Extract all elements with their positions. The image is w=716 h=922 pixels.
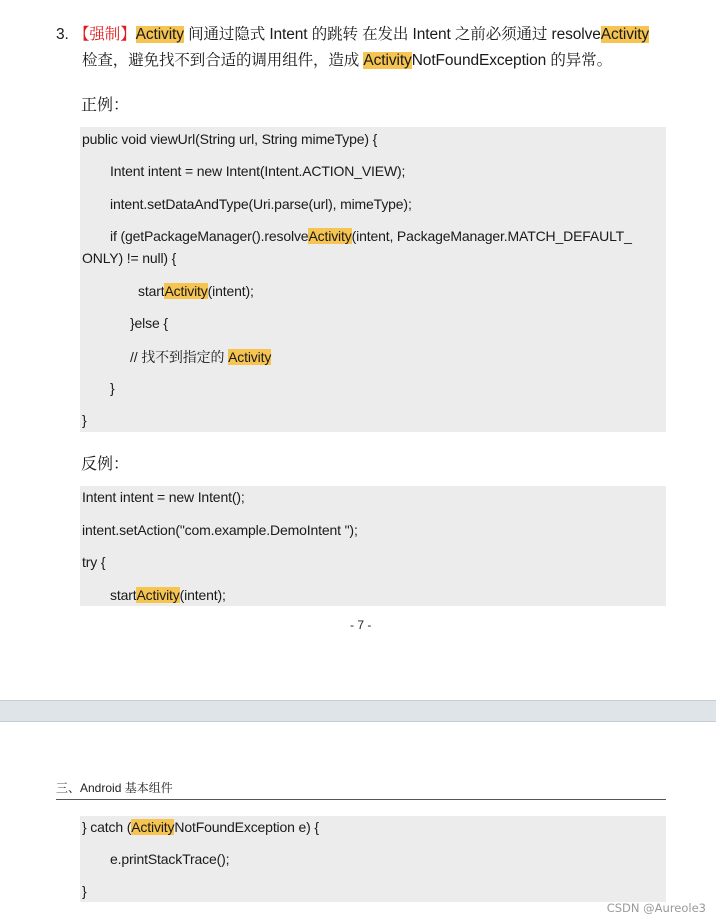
code-segment: start [138,283,165,299]
code-line: Intent intent = new Intent(Intent.ACTION_VIEW); [110,163,406,179]
keyword-highlight: Activity [600,26,650,43]
rule-3 [56,22,676,74]
code-line [110,228,632,244]
keyword-highlight: Activity [363,52,412,69]
correct-example-label: 正例： [81,97,130,114]
previous-line-fragment [108,0,378,4]
code-line [82,819,319,835]
correct-example-code [80,127,666,432]
code-segment: NotFoundException e) { [174,819,319,835]
page-number: - 7 - [350,618,372,632]
code-line [138,283,254,299]
code-line: public void viewUrl(String url, String mimeType) { [82,131,378,147]
keyword-highlight: Activity [136,587,180,603]
code-line: try { [82,554,106,570]
code-line [110,587,226,603]
code-line: Intent intent = new Intent(); [82,489,245,505]
rule-text [56,22,676,74]
code-line: } [110,380,115,396]
code-line: e.printStackTrace(); [110,851,230,867]
page-separator [0,700,716,722]
keyword-highlight: Activity [131,819,175,835]
keyword-highlight: Activity [135,26,184,43]
rule-text-segment: 检查，避免找不到合适的调用组件，造成 [82,52,364,69]
code-line: intent.setDataAndType(Uri.parse(url), mimeType); [110,196,412,212]
rule-text-line2 [74,48,676,74]
keyword-highlight: Activity [308,228,352,244]
code-segment: (intent); [179,587,226,603]
next-page-code [80,816,666,902]
counter-example-code [80,486,666,606]
code-segment: (intent, PackageManager.MATCH_DEFAULT_ [351,228,632,244]
keyword-highlight: Activity [164,283,208,299]
code-line: ONLY) != null) { [82,250,177,266]
counter-example-label: 反例： [81,456,130,473]
rule-text-segment: NotFoundException 的异常。 [411,52,612,69]
code-line [130,347,271,367]
code-segment: start [110,587,137,603]
code-line: intent.setAction("com.example.DemoIntent "); [82,522,358,538]
mandatory-tag: 【强制】 [74,26,136,43]
code-comment: // 找不到指定的 [130,349,229,365]
page-header: 三、Android 基本组件 [56,779,666,800]
code-segment: if (getPackageManager().resolve [110,228,309,244]
code-segment: } catch ( [82,819,132,835]
rule-text-segment: 间通过隐式 Intent 的跳转 在发出 Intent 之前必须通过 resolve [183,26,601,43]
code-line: }else { [130,315,168,331]
watermark: CSDN @Aureole3 [606,901,706,915]
keyword-highlight: Activity [228,349,272,365]
rule-number: 3. [56,26,69,43]
code-line: } [82,883,87,899]
code-segment: (intent); [207,283,254,299]
code-line: } [82,412,87,428]
